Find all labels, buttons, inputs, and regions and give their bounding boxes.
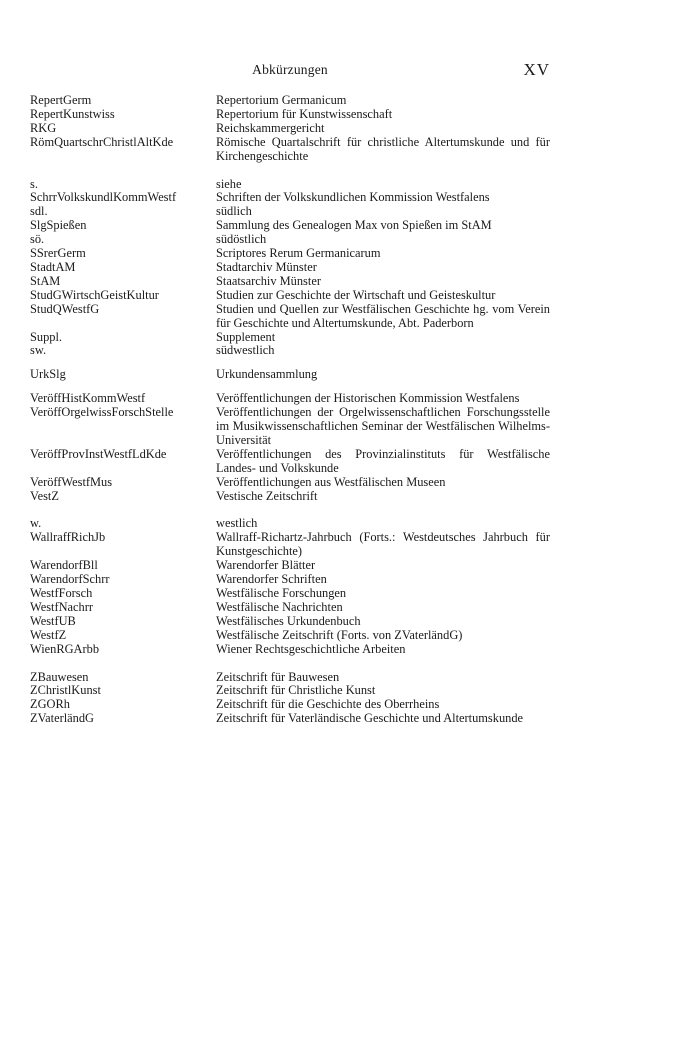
abbreviation-entry bbox=[30, 191, 550, 205]
abbreviation-entry bbox=[30, 275, 550, 289]
abbreviation-term: VeröffWestfMus bbox=[30, 475, 113, 489]
abbreviation-expansion: Westfälische Forschungen bbox=[216, 586, 347, 600]
abbreviation-entry bbox=[30, 368, 550, 382]
page-header bbox=[0, 62, 700, 82]
abbreviation-term: SlgSpießen bbox=[30, 219, 87, 233]
abbreviation-entry bbox=[30, 684, 550, 698]
abbreviation-entry bbox=[30, 219, 550, 233]
abbreviation-term: RKG bbox=[30, 121, 57, 135]
abbreviation-entry bbox=[30, 178, 550, 192]
abbreviation-entry bbox=[30, 94, 550, 108]
abbreviation-expansion: Supplement bbox=[216, 329, 276, 344]
abbreviation-expansion: Sammlung des Genealogen Max von Spießen im StAM bbox=[216, 218, 492, 233]
abbreviation-term: UrkSlg bbox=[30, 368, 66, 382]
abbreviation-expansion: Reichskammergericht bbox=[216, 120, 325, 135]
abbreviation-term: StudGWirtschGeistKultur bbox=[30, 288, 159, 302]
abbreviation-expansion: Veröffentlichungen der Historischen Kommission Westfalens bbox=[216, 391, 520, 406]
abbreviation-term: WestfUB bbox=[30, 614, 76, 628]
abbreviation-term: WallraffRichJb bbox=[30, 531, 106, 545]
abbreviation-entry bbox=[30, 615, 550, 629]
abbreviation-term: VeröffOrgelwissForschStelle bbox=[30, 406, 174, 420]
abbreviation-term: SSrerGerm bbox=[30, 247, 86, 261]
abbreviation-term: WestfZ bbox=[30, 628, 67, 642]
abbreviation-term: StadtAM bbox=[30, 260, 76, 274]
abbreviation-entry bbox=[30, 247, 550, 261]
abbreviation-expansion: Warendorfer Schriften bbox=[216, 572, 327, 587]
abbreviation-term: ZChristlKunst bbox=[30, 684, 101, 698]
abbreviation-entry bbox=[30, 531, 550, 559]
abbreviation-entry bbox=[30, 573, 550, 587]
abbreviation-entry bbox=[30, 671, 550, 685]
abbreviation-term: ZVaterländG bbox=[30, 712, 94, 726]
abbreviation-term: w. bbox=[30, 517, 42, 531]
abbreviation-expansion: Westfälische Zeitschrift (Forts. von ZVaterländG) bbox=[216, 627, 463, 642]
abbreviation-entry bbox=[30, 587, 550, 601]
abbreviation-term: WarendorfSchrr bbox=[30, 573, 110, 587]
abbreviation-entry bbox=[30, 289, 550, 303]
abbreviation-entry bbox=[30, 490, 550, 504]
abbreviation-list bbox=[30, 94, 550, 726]
abbreviation-entry bbox=[30, 205, 550, 219]
abbreviation-entry bbox=[30, 712, 550, 726]
abbreviation-expansion: Veröffentlichungen der Orgelwissenschaftlichen Forschungsstelle im Musikwissenschaftlichen Seminar der Westfälischen Wilhelms-Universität bbox=[216, 405, 550, 447]
abbreviation-entry bbox=[30, 233, 550, 247]
abbreviation-entry bbox=[30, 643, 550, 657]
abbreviation-entry bbox=[30, 698, 550, 712]
abbreviation-term: RepertGerm bbox=[30, 94, 92, 107]
abbreviation-expansion: Zeitschrift für Vaterländische Geschichte und Altertumskunde bbox=[216, 711, 524, 726]
abbreviation-expansion: Studien zur Geschichte der Wirtschaft und Geisteskultur bbox=[216, 287, 496, 302]
abbreviation-expansion: Repertorium für Kunstwissenschaft bbox=[216, 106, 393, 121]
abbreviation-expansion: Zeitschrift für Christliche Kunst bbox=[216, 683, 376, 698]
page-number: XV bbox=[523, 60, 550, 79]
abbreviation-expansion: südlich bbox=[216, 204, 252, 219]
abbreviation-expansion: siehe bbox=[216, 176, 242, 191]
abbreviation-entry bbox=[30, 136, 550, 164]
abbreviation-term: Suppl. bbox=[30, 330, 63, 344]
abbreviation-expansion: Scriptores Rerum Germanicarum bbox=[216, 246, 381, 261]
abbreviation-term: WestfNachrr bbox=[30, 600, 93, 614]
abbreviation-expansion: Vestische Zeitschrift bbox=[216, 488, 318, 503]
abbreviation-entry bbox=[30, 261, 550, 275]
abbreviation-expansion: Repertorium Germanicum bbox=[216, 93, 347, 107]
abbreviation-entry bbox=[30, 122, 550, 136]
abbreviation-term: VeröffProvInstWestfLdKde bbox=[30, 447, 167, 461]
running-head: Abkürzungen bbox=[252, 62, 328, 77]
abbreviation-entry bbox=[30, 344, 550, 358]
abbreviation-term: sö. bbox=[30, 233, 45, 247]
abbreviation-term: VeröffHistKommWestf bbox=[30, 392, 146, 406]
abbreviation-term: StAM bbox=[30, 274, 61, 288]
abbreviation-expansion: Wallraff-Richartz-Jahrbuch (Forts.: Westdeutsches Jahrbuch für Kunstgeschichte) bbox=[216, 530, 550, 559]
abbreviation-entry bbox=[30, 108, 550, 122]
abbreviation-expansion: Stadtarchiv Münster bbox=[216, 259, 317, 274]
abbreviation-term: WestfForsch bbox=[30, 587, 93, 600]
abbreviation-expansion: Wiener Rechtsgeschichtliche Arbeiten bbox=[216, 641, 406, 656]
abbreviation-term: s. bbox=[30, 177, 38, 191]
abbreviation-entry bbox=[30, 303, 550, 331]
abbreviation-term: RömQuartschrChristlAltKde bbox=[30, 135, 174, 149]
abbreviation-expansion: Westfälisches Urkundenbuch bbox=[216, 613, 361, 628]
abbreviation-expansion: Zeitschrift für die Geschichte des Oberrheins bbox=[216, 697, 440, 712]
abbreviation-entry bbox=[30, 392, 550, 406]
abbreviation-term: ZGORh bbox=[30, 698, 70, 712]
abbreviation-entry bbox=[30, 629, 550, 643]
abbreviation-expansion: Urkundensammlung bbox=[216, 367, 318, 382]
abbreviation-expansion: westlich bbox=[216, 516, 258, 531]
abbreviation-expansion: Studien und Quellen zur Westfälischen Geschichte hg. vom Verein für Geschichte und Altertumskunde, Abt. Paderborn bbox=[216, 301, 550, 330]
abbreviation-expansion: Zeitschrift für Bauwesen bbox=[216, 669, 340, 684]
abbreviation-expansion: Warendorfer Blätter bbox=[216, 558, 316, 573]
abbreviation-term: SchrrVolkskundlKommWestf bbox=[30, 191, 177, 205]
abbreviation-entry bbox=[30, 406, 550, 448]
abbreviation-expansion: Schriften der Volkskundlichen Kommission Westfalens bbox=[216, 190, 490, 205]
abbreviation-expansion: südöstlich bbox=[216, 232, 267, 247]
abbreviation-term: StudQWestfG bbox=[30, 302, 100, 316]
abbreviation-expansion: Veröffentlichungen des Provinzialinstituts für Westfälische Landes- und Volkskunde bbox=[216, 446, 550, 475]
abbreviation-term: VestZ bbox=[30, 489, 59, 503]
abbreviation-term: WarendorfBll bbox=[30, 559, 98, 573]
abbreviation-expansion: Staatsarchiv Münster bbox=[216, 273, 321, 288]
abbreviation-term: RepertKunstwiss bbox=[30, 107, 115, 121]
abbreviation-expansion: Römische Quartalschrift für christliche Altertumskunde und für Kirchengeschichte bbox=[216, 134, 550, 163]
abbreviation-expansion: südwestlich bbox=[216, 343, 275, 358]
abbreviation-entry bbox=[30, 331, 550, 345]
abbreviation-expansion: Westfälische Nachrichten bbox=[216, 599, 343, 614]
abbreviation-entry bbox=[30, 448, 550, 476]
abbreviation-term: sw. bbox=[30, 344, 47, 358]
abbreviation-expansion: Veröffentlichungen aus Westfälischen Museen bbox=[216, 474, 446, 489]
abbreviation-entry bbox=[30, 517, 550, 531]
abbreviation-term: sdl. bbox=[30, 205, 48, 219]
abbreviation-entry bbox=[30, 601, 550, 615]
abbreviation-entry bbox=[30, 476, 550, 490]
abbreviation-term: ZBauwesen bbox=[30, 670, 89, 684]
abbreviation-entry bbox=[30, 559, 550, 573]
abbreviation-term: WienRGArbb bbox=[30, 642, 100, 656]
